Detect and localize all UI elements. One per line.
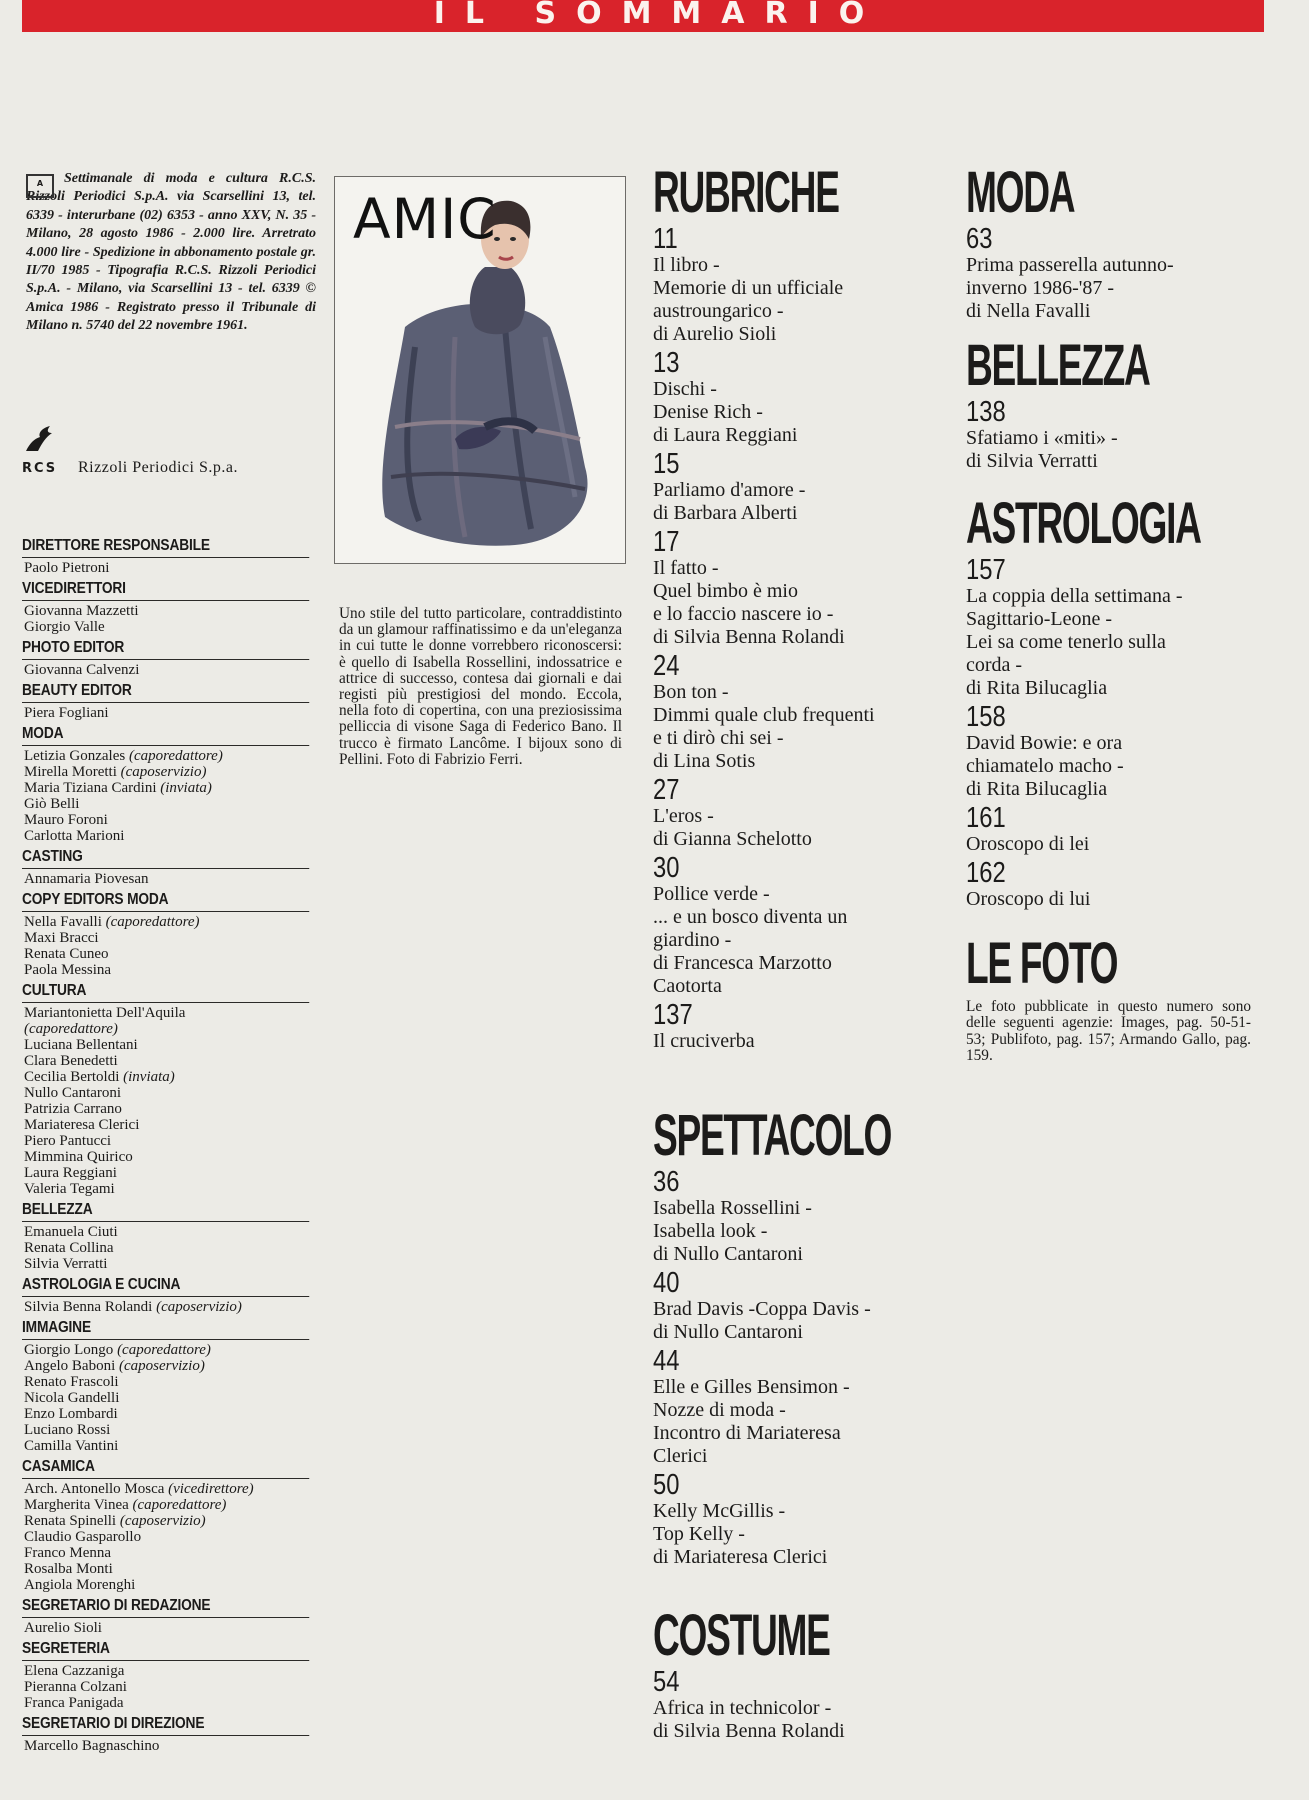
entry-text-line: giardino - (653, 929, 732, 951)
staff-member-name: Maxi Bracci (24, 930, 99, 946)
page-number: 137 (653, 999, 693, 1031)
entry-text-line: Il fatto - (653, 557, 719, 579)
page-number: 50 (653, 1469, 680, 1501)
staff-member-name: Giovanna Mazzetti (24, 603, 139, 619)
staff-member (24, 812, 310, 828)
entry-text-line: Il libro - (653, 254, 720, 276)
contents-entry[interactable] (966, 858, 1266, 911)
staff-member (24, 1085, 310, 1101)
staff-member-name: Pieranna Colzani (24, 1679, 127, 1695)
page-number: 11 (653, 223, 678, 255)
section-heading: MODA (966, 160, 1075, 225)
staff-member (24, 560, 310, 576)
staff-member (24, 1053, 310, 1069)
entry-text-line: corda - (966, 654, 1023, 676)
staff-member (24, 780, 310, 796)
contents-column-left (653, 162, 953, 1745)
staff-section-people (24, 748, 310, 844)
staff-member (24, 1165, 310, 1181)
staff-member-name: Renata Cuneo (24, 946, 109, 962)
staff-section-casamica: CASAMICA (22, 1457, 309, 1479)
staff-member-name: Margherita Vinea (24, 1497, 129, 1513)
staff-member (24, 1133, 310, 1149)
entry-text-line: Sagittario-Leone - (966, 608, 1113, 630)
staff-member (24, 1101, 310, 1117)
staff-member (24, 764, 310, 780)
entry-text-line: di Nullo Cantaroni (653, 1243, 803, 1265)
entry-text-line: di Gianna Schelotto (653, 828, 812, 850)
staff-section-people (24, 1620, 310, 1636)
contents-entry[interactable] (653, 449, 953, 525)
entry-text-line: Brad Davis -Coppa Davis - (653, 1298, 871, 1320)
staff-section-casting: CASTING (22, 847, 309, 869)
staff-member-role: (caposervizio) (119, 1513, 206, 1529)
staff-member-name: Silvia Verratti (24, 1256, 108, 1272)
page-number: 17 (653, 526, 680, 558)
contents-entry[interactable] (653, 1268, 953, 1344)
staff-member-name: Nullo Cantaroni (24, 1085, 122, 1101)
entry-text-line: di Silvia Benna Rolandi (653, 626, 845, 648)
masthead (26, 170, 316, 336)
staff-member-name: Marcello Bagnaschino (24, 1738, 160, 1754)
staff-member-name: Giò Belli (24, 796, 80, 812)
staff-member (24, 662, 310, 678)
contents-entry[interactable] (966, 397, 1266, 473)
staff-section-astrologia-e-cucina: ASTROLOGIA E CUCINA (22, 1275, 309, 1297)
staff-section-people (24, 662, 310, 678)
section-bellezza (966, 335, 1266, 473)
staff-member-name: Clara Benedetti (24, 1053, 118, 1069)
staff-member-name: Luciana Bellentani (24, 1037, 138, 1053)
section-astrologia (966, 493, 1266, 911)
entry-text-line: Bon ton - (653, 681, 729, 703)
staff-member (24, 1406, 310, 1422)
entry-text-line: Africa in technicolor - (653, 1697, 832, 1719)
rcs-bird-icon (24, 425, 54, 453)
staff-member (24, 1620, 310, 1636)
entry-text-line: di Nella Favalli (966, 300, 1091, 322)
page-number: 24 (653, 650, 680, 682)
staff-section-people (24, 1005, 310, 1197)
staff-section-beauty-editor: BEAUTY EDITOR (22, 681, 309, 703)
page-number: 63 (966, 223, 993, 255)
staff-member (24, 1663, 310, 1679)
staff-member-name: Mirella Moretti (24, 764, 117, 780)
entry-text-line: Parliamo d'amore - (653, 479, 806, 501)
staff-member (24, 1481, 310, 1497)
staff-section-people (24, 560, 310, 576)
entry-text-line: Memorie di un ufficiale (653, 277, 844, 299)
staff-member (24, 1738, 310, 1754)
section-rubriche (653, 162, 953, 1053)
staff-member (24, 962, 310, 978)
staff-member-name: Luciano Rossi (24, 1422, 111, 1438)
staff-member (24, 930, 310, 946)
page-number: 27 (653, 774, 680, 806)
entry-text-line: di Rita Bilucaglia (966, 677, 1108, 699)
staff-member (24, 1021, 310, 1037)
staff-member (24, 619, 310, 635)
staff-list (22, 536, 310, 1757)
staff-member-name: Giovanna Calvenzi (24, 662, 140, 678)
staff-member (24, 603, 310, 619)
staff-member-name: Silvia Benna Rolandi (24, 1299, 153, 1315)
amica-mini-logo-icon: A (26, 174, 54, 198)
staff-section-bellezza: BELLEZZA (22, 1200, 309, 1222)
contents-entry[interactable] (966, 224, 1266, 323)
staff-member-role: (caporedattore) (128, 748, 223, 764)
staff-member-name: Angelo Baboni (24, 1358, 116, 1374)
staff-member-name: Aurelio Sioli (24, 1620, 102, 1636)
contents-column-right (966, 162, 1266, 1065)
page-number: 54 (653, 1666, 680, 1698)
section-heading: SPETTACOLO (653, 1103, 892, 1168)
entry-text-line: Il cruciverba (653, 1030, 755, 1052)
entry-text-line: Quel bimbo è mio (653, 580, 798, 602)
staff-member-name: Camilla Vantini (24, 1438, 119, 1454)
entry-text-line: Lei sa come tenerlo sulla (966, 631, 1166, 653)
staff-member (24, 796, 310, 812)
staff-section-moda: MODA (22, 724, 309, 746)
staff-member-name: Renata Spinelli (24, 1513, 117, 1529)
staff-member-name: Angiola Morenghi (24, 1577, 136, 1593)
entry-text-line: di Silvia Verratti (966, 450, 1098, 472)
staff-member-role: (caposervizio) (119, 1358, 205, 1374)
staff-section-people (24, 871, 310, 887)
contents-entry[interactable] (653, 224, 953, 346)
entry-text-line: Denise Rich - (653, 401, 763, 423)
entry-text-line: di Francesca Marzotto (653, 952, 832, 974)
staff-member (24, 1513, 310, 1529)
staff-member (24, 1224, 310, 1240)
entry-text-line: Dimmi quale club frequenti (653, 704, 875, 726)
staff-member-role: (inviata) (160, 780, 212, 796)
entry-text-line: di Nullo Cantaroni (653, 1321, 803, 1343)
staff-section-cultura: CULTURA (22, 981, 309, 1003)
staff-member-role: (caporedattore) (132, 1497, 227, 1513)
contents-entry[interactable] (653, 1346, 953, 1468)
staff-section-segretario-di-redazione: SEGRETARIO DI REDAZIONE (22, 1596, 309, 1618)
page-number: 40 (653, 1267, 680, 1299)
contents-entry[interactable] (653, 1167, 953, 1266)
entry-text-line: di Lina Sotis (653, 750, 756, 772)
staff-member (24, 1299, 310, 1315)
contents-entry[interactable] (653, 1470, 953, 1569)
staff-member-name: Mariateresa Clerici (24, 1117, 140, 1133)
section-heading: RUBRICHE (653, 160, 839, 225)
entry-text-line: L'eros - (653, 805, 714, 827)
staff-member-name: Arch. Antonello Mosca (24, 1481, 165, 1497)
section-heading: BELLEZZA (966, 333, 1150, 398)
staff-member (24, 705, 310, 721)
staff-member (24, 1181, 310, 1197)
staff-section-people (24, 1738, 310, 1754)
staff-member (24, 1374, 310, 1390)
section-moda (966, 162, 1266, 323)
rcs-code: RCS (22, 461, 58, 476)
staff-member (24, 1695, 310, 1711)
staff-member (24, 1438, 310, 1454)
entry-text-line: Top Kelly - (653, 1523, 745, 1545)
page-number: 36 (653, 1166, 680, 1198)
staff-member (24, 1561, 310, 1577)
staff-member-role: (caporedattore) (24, 1021, 118, 1037)
staff-member-name: Laura Reggiani (24, 1165, 117, 1181)
entry-text-line: di Barbara Alberti (653, 502, 798, 524)
staff-member-role: (caposervizio) (120, 764, 207, 780)
staff-member (24, 1240, 310, 1256)
staff-member-name: Maria Tiziana Cardini (24, 780, 157, 796)
staff-member-name: Renata Collina (24, 1240, 114, 1256)
banner-title: IL SOMMARIO (433, 0, 885, 31)
contents-entry[interactable] (653, 853, 953, 998)
section-le-foto (966, 933, 1266, 1065)
staff-member-name: Rosalba Monti (24, 1561, 113, 1577)
entry-text-line: ... e un bosco diventa un (653, 906, 848, 928)
entry-text-line: inverno 1986-'87 - (966, 277, 1115, 299)
entry-text-line: di Aurelio Sioli (653, 323, 777, 345)
cover-thumbnail (334, 176, 626, 564)
staff-section-segretario-di-direzione: SEGRETARIO DI DIREZIONE (22, 1714, 309, 1736)
contents-entry[interactable] (966, 555, 1266, 700)
staff-section-people (24, 1663, 310, 1711)
entry-text-line: e ti dirò chi sei - (653, 727, 784, 749)
staff-member (24, 1069, 310, 1085)
staff-member (24, 871, 310, 887)
staff-member-name: Giorgio Longo (24, 1342, 114, 1358)
contents-entry[interactable] (653, 1000, 953, 1053)
rcs-block (22, 425, 322, 481)
entry-text-line: Nozze di moda - (653, 1399, 786, 1421)
staff-member (24, 828, 310, 844)
section-costume (653, 1605, 953, 1743)
entry-text-line: Caotorta (653, 975, 722, 997)
entry-text-line: Isabella Rossellini - (653, 1197, 812, 1219)
page-number: 44 (653, 1345, 680, 1377)
contents-entry[interactable] (966, 803, 1266, 856)
staff-section-segreteria: SEGRETERIA (22, 1639, 309, 1661)
entry-text-line: Kelly McGillis - (653, 1500, 786, 1522)
staff-member (24, 1679, 310, 1695)
entry-text-line: di Rita Bilucaglia (966, 778, 1108, 800)
staff-member-role: (vicedirettore) (168, 1481, 254, 1497)
entry-text-line: e lo faccio nascere io - (653, 603, 834, 625)
staff-member-name: Elena Cazzaniga (24, 1663, 125, 1679)
staff-section-vicedirettori: VICEDIRETTORI (22, 579, 309, 601)
section-heading: LE FOTO (966, 931, 1118, 996)
staff-section-people (24, 1342, 310, 1454)
staff-member (24, 1117, 310, 1133)
staff-member-name: Franca Panigada (24, 1695, 124, 1711)
staff-member (24, 914, 310, 930)
staff-member-name: Letizia Gonzales (24, 748, 126, 764)
staff-section-people (24, 603, 310, 635)
staff-member-name: Paola Messina (24, 962, 112, 978)
entry-text-line: Incontro di Mariateresa (653, 1422, 841, 1444)
staff-member-name: Valeria Tegami (24, 1181, 115, 1197)
staff-member-name: Claudio Gasparollo (24, 1529, 142, 1545)
entry-text-line: di Silvia Benna Rolandi (653, 1720, 845, 1742)
staff-member-name: Mauro Foroni (24, 812, 108, 828)
staff-section-people (24, 1224, 310, 1272)
entry-text-line: Clerici (653, 1445, 708, 1467)
page-number: 157 (966, 554, 1006, 586)
entry-text-line: austroungarico - (653, 300, 784, 322)
page-number: 138 (966, 396, 1006, 428)
staff-member-name: Patrizia Carrano (24, 1101, 122, 1117)
contents-entry[interactable] (653, 348, 953, 447)
staff-member (24, 1422, 310, 1438)
staff-member (24, 1005, 310, 1021)
entry-text-line: Oroscopo di lei (966, 833, 1090, 855)
contents-entry[interactable] (653, 1667, 953, 1743)
staff-section-people (24, 705, 310, 721)
rcs-name: Rizzoli Periodici S.p.a. (78, 459, 238, 476)
staff-member-role: (caposervizio) (156, 1299, 242, 1315)
entry-text-line: Pollice verde - (653, 883, 770, 905)
staff-member (24, 1358, 310, 1374)
contents-entry[interactable] (653, 775, 953, 851)
staff-member-name: Nella Favalli (24, 914, 102, 930)
entry-text-line: di Laura Reggiani (653, 424, 798, 446)
entry-text-line: di Mariateresa Clerici (653, 1546, 828, 1568)
staff-member-name: Mariantonietta Dell'Aquila (24, 1005, 186, 1021)
staff-section-people (24, 1299, 310, 1315)
staff-member (24, 1390, 310, 1406)
entry-text-line: Prima passerella autunno- (966, 254, 1174, 276)
staff-member-name: Nicola Gandelli (24, 1390, 120, 1406)
staff-member-role: (caporedattore) (105, 914, 200, 930)
cover-logo: AMIC (353, 187, 497, 251)
entry-text-line: Sfatiamo i «miti» - (966, 427, 1118, 449)
staff-member-name: Emanuela Ciuti (24, 1224, 118, 1240)
staff-member-name: Piera Fogliani (24, 705, 109, 721)
staff-member (24, 1037, 310, 1053)
section-heading: ASTROLOGIA (966, 491, 1201, 556)
entry-text-line: David Bowie: e ora (966, 732, 1123, 754)
staff-member-name: Piero Pantucci (24, 1133, 112, 1149)
staff-member (24, 1545, 310, 1561)
page-number: 13 (653, 347, 680, 379)
staff-member-name: Paolo Pietroni (24, 560, 110, 576)
staff-member-role: (caporedattore) (117, 1342, 211, 1358)
staff-member-name: Renato Frascoli (24, 1374, 119, 1390)
page-number: 162 (966, 857, 1006, 889)
page-number: 30 (653, 852, 680, 884)
photo-credits-note: Le foto pubblicate in questo numero sono delle seguenti agenzie: Images, pag. 50-51-53; Publifoto, pag. 157; Armando Gallo, pag. 159. (966, 998, 1251, 1065)
staff-member-role: (inviata) (123, 1069, 175, 1085)
entry-text-line: Oroscopo di lui (966, 888, 1091, 910)
staff-member-name: Cecilia Bertoldi (24, 1069, 120, 1085)
publisher-info: Settimanale di moda e cultura R.C.S. Rizzoli Periodici S.p.A. via Scarsellini 13, tel. 6339 - interurbane (02) 6353 - anno XXV, N. 35 - Milano, 28 agosto 1986 - 2.000 lire. Arretrato 4.000 lire - Spedizione in abbonamento postale gr. II/70 1985 - Tipografia R.C.S. Rizzoli Periodici S.p.A. - Milano, via Scarsellini 13 - tel. 6339 © Amica 1986 - Registrato presso il Tribunale di Milano n. 5740 del 22 novembre 1961. (26, 171, 316, 334)
staff-section-immagine: IMMAGINE (22, 1318, 309, 1340)
staff-section-copy-editors-moda: COPY EDITORS MODA (22, 890, 309, 912)
entry-text-line: La coppia della settimana - (966, 585, 1183, 607)
staff-member-name: Franco Menna (24, 1545, 112, 1561)
staff-member (24, 1577, 310, 1593)
staff-member (24, 1497, 310, 1513)
page-number: 15 (653, 448, 680, 480)
staff-member (24, 748, 310, 764)
entry-text-line: Dischi - (653, 378, 717, 400)
staff-member-name: Mimmina Quirico (24, 1149, 133, 1165)
staff-member (24, 1529, 310, 1545)
staff-member (24, 1149, 310, 1165)
staff-member-name: Carlotta Marioni (24, 828, 125, 844)
entry-text-line: chiamatelo macho - (966, 755, 1124, 777)
staff-section-direttore-responsabile: DIRETTORE RESPONSABILE (22, 536, 309, 558)
cover-caption: Uno stile del tutto particolare, contraddistinto da un glamour raffinatissimo e da un'eleganza in cui tutte le donne vorrebbero riconoscersi: è quello di Isabella Rossellini, indossatrice e attrice di successo, contesa dai giornali e dai registi più prestigiosi del mondo. Eccola, nella foto di copertina, con una preziosissima pelliccia di visone Saga di Federico Bano. Il trucco è firmato Lancôme. I bijoux sono di Pellini. Foto di Fabrizio Ferri. (339, 605, 622, 768)
staff-section-people (24, 1481, 310, 1593)
entry-text-line: Elle e Gilles Bensimon - (653, 1376, 850, 1398)
staff-member-name: Annamaria Piovesan (24, 871, 149, 887)
page-number: 158 (966, 701, 1006, 733)
sommario-banner (22, 0, 1264, 32)
entry-text-line: Isabella look - (653, 1220, 768, 1242)
staff-member (24, 1256, 310, 1272)
staff-section-photo-editor: PHOTO EDITOR (22, 638, 309, 660)
staff-member (24, 946, 310, 962)
contents-entry[interactable] (653, 527, 953, 649)
staff-member-name: Giorgio Valle (24, 619, 105, 635)
section-heading: COSTUME (653, 1603, 830, 1668)
staff-member (24, 1342, 310, 1358)
staff-section-people (24, 914, 310, 978)
section-spettacolo (653, 1105, 953, 1569)
staff-member-name: Enzo Lombardi (24, 1406, 118, 1422)
page-number: 161 (966, 802, 1006, 834)
contents-entry[interactable] (653, 651, 953, 773)
contents-entry[interactable] (966, 702, 1266, 801)
